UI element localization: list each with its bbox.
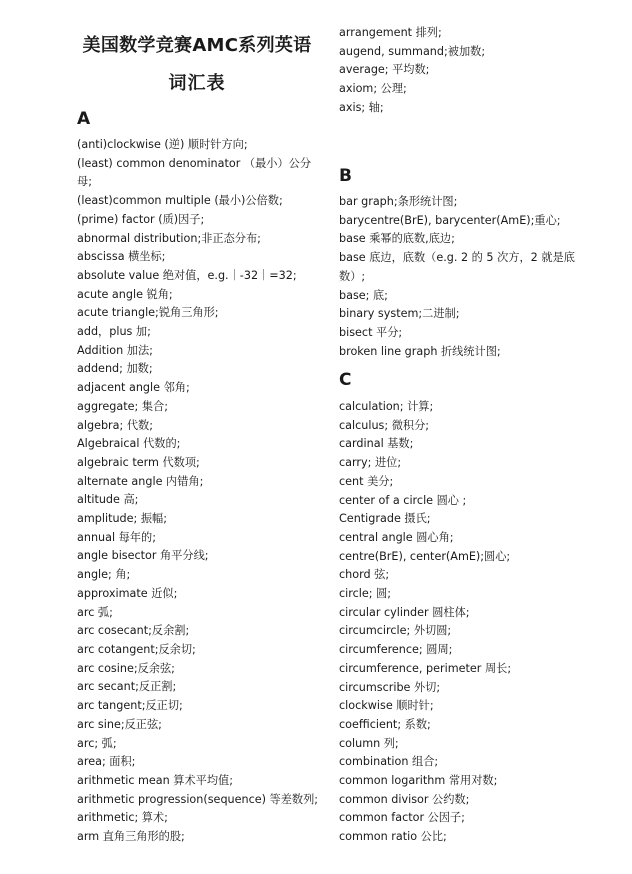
glossary-entry: abnormal distribution;非正态分布; bbox=[77, 231, 261, 245]
glossary-entry: axiom; 公理; bbox=[339, 82, 407, 96]
glossary-entry: circular cylinder 圆柱体; bbox=[339, 605, 470, 619]
glossary-entry: (anti)clockwise (逆) 顺时针方向; bbox=[77, 138, 248, 151]
glossary-entry: circle; 圆; bbox=[339, 587, 392, 601]
section-b-entry-list bbox=[339, 193, 579, 361]
glossary-entry: calculation; 计算; bbox=[339, 400, 434, 413]
glossary-entry: arc sine;反正弦; bbox=[77, 717, 162, 731]
glossary-entry: broken line graph 折线统计图; bbox=[339, 344, 501, 358]
document-title: 美国数学竞赛AMC系列英语 bbox=[82, 35, 312, 56]
glossary-entry: arc cotangent;反余切; bbox=[77, 642, 196, 656]
glossary-entry: arc; 弧; bbox=[77, 736, 117, 750]
glossary-entry: algebraic term 代数项; bbox=[77, 455, 200, 469]
glossary-entry: coefficient; 系数; bbox=[339, 717, 431, 731]
glossary-entry: addend; 加数; bbox=[77, 362, 153, 376]
glossary-entry: binary system;二进制; bbox=[339, 307, 460, 321]
glossary-entry: carry; 进位; bbox=[339, 456, 402, 470]
glossary-entry: arithmetic progression(sequence) 等差数列; bbox=[77, 792, 319, 806]
glossary-entry: common logarithm 常用对数; bbox=[339, 774, 498, 788]
glossary-entry: (least) common denominator （最小）公分母; bbox=[77, 156, 312, 189]
glossary-entry: arm 直角三角形的股; bbox=[77, 830, 185, 844]
glossary-entry: algebra; 代数; bbox=[77, 418, 153, 432]
section-c-entry-list bbox=[339, 398, 579, 847]
glossary-entry: axis; 轴; bbox=[339, 100, 384, 114]
glossary-entry: acute angle 锐角; bbox=[77, 287, 173, 301]
glossary-entry: arithmetic mean 算术平均值; bbox=[77, 773, 234, 787]
glossary-entry: circumference, perimeter 周长; bbox=[339, 661, 512, 675]
glossary-entry: Algebraical 代数的; bbox=[77, 437, 181, 451]
document-subtitle: 词汇表 bbox=[168, 73, 226, 94]
glossary-entry: bisect 平分; bbox=[339, 325, 403, 339]
glossary-entry: annual 每年的; bbox=[77, 530, 156, 544]
glossary-entry: abscissa 横坐标; bbox=[77, 250, 166, 264]
section-letter-b: B bbox=[339, 166, 352, 186]
glossary-entry: Centigrade 摄氏; bbox=[339, 512, 431, 526]
glossary-entry: chord 弦; bbox=[339, 568, 390, 582]
glossary-entry: base; 底; bbox=[339, 288, 388, 302]
glossary-entry: central angle 圆心角; bbox=[339, 530, 454, 544]
glossary-entry: acute triangle;锐角三角形; bbox=[77, 306, 219, 320]
glossary-entry: arrangement 排列; bbox=[339, 26, 442, 39]
glossary-entry: arc tangent;反正切; bbox=[77, 699, 183, 713]
glossary-entry: center of a circle 圆心 ; bbox=[339, 493, 467, 507]
section-letter-c: C bbox=[339, 370, 352, 390]
glossary-entry: amplitude; 振幅; bbox=[77, 512, 168, 526]
glossary-entry: base 底边，底数（e.g. 2 的 5 次方，2 就是底数）; bbox=[339, 251, 575, 283]
left-entry-list bbox=[77, 136, 317, 847]
glossary-entry: circumcircle; 外切圆; bbox=[339, 624, 452, 638]
glossary-entry: base 乘幂的底数,底边; bbox=[339, 232, 455, 246]
glossary-entry: column 列; bbox=[339, 736, 399, 750]
glossary-entry: aggregate; 集合; bbox=[77, 399, 168, 413]
glossary-entry: augend, summand;被加数; bbox=[339, 44, 486, 58]
glossary-entry: (least)common multiple (最小)公倍数; bbox=[77, 194, 283, 208]
glossary-entry: (prime) factor (质)因子; bbox=[77, 212, 205, 226]
glossary-entry: angle bisector 角平分线; bbox=[77, 549, 209, 563]
glossary-entry: bar graph;条形统计图; bbox=[339, 195, 458, 208]
glossary-entry: adjacent angle 邻角; bbox=[77, 381, 190, 395]
glossary-entry: cardinal 基数; bbox=[339, 437, 414, 451]
glossary-entry: absolute value 绝对值，e.g.｜-32｜=32; bbox=[77, 268, 297, 282]
glossary-entry: altitude 高; bbox=[77, 493, 139, 507]
glossary-entry: combination 组合; bbox=[339, 755, 439, 769]
right-top-entry-list bbox=[339, 24, 579, 118]
glossary-entry: circumference; 圆周; bbox=[339, 643, 453, 657]
glossary-entry: arithmetic; 算术; bbox=[77, 811, 168, 825]
glossary-entry: Addition 加法; bbox=[77, 343, 153, 357]
glossary-entry: clockwise 顺时针; bbox=[339, 699, 434, 713]
section-letter-a: A bbox=[77, 109, 91, 129]
glossary-entry: centre(BrE), center(AmE);圆心; bbox=[339, 549, 511, 563]
glossary-entry: add，plus 加; bbox=[77, 325, 151, 339]
glossary-entry: circumscribe 外切; bbox=[339, 680, 441, 694]
glossary-entry: common ratio 公比; bbox=[339, 830, 447, 844]
glossary-entry: arc secant;反正割; bbox=[77, 680, 177, 694]
glossary-entry: angle; 角; bbox=[77, 568, 131, 582]
glossary-entry: alternate angle 内错角; bbox=[77, 474, 204, 488]
glossary-entry: barycentre(BrE), barycenter(AmE);重心; bbox=[339, 213, 561, 227]
glossary-entry: approximate 近似; bbox=[77, 586, 178, 600]
glossary-entry: average; 平均数; bbox=[339, 63, 430, 77]
glossary-entry: area; 面积; bbox=[77, 755, 136, 769]
glossary-entry: cent 美分; bbox=[339, 474, 394, 488]
glossary-entry: common divisor 公约数; bbox=[339, 792, 470, 806]
glossary-entry: arc cosecant;反余割; bbox=[77, 624, 190, 638]
glossary-entry: calculus; 微积分; bbox=[339, 418, 430, 432]
glossary-entry: arc 弧; bbox=[77, 605, 113, 619]
glossary-entry: arc cosine;反余弦; bbox=[77, 661, 175, 675]
glossary-entry: common factor 公因子; bbox=[339, 811, 465, 825]
